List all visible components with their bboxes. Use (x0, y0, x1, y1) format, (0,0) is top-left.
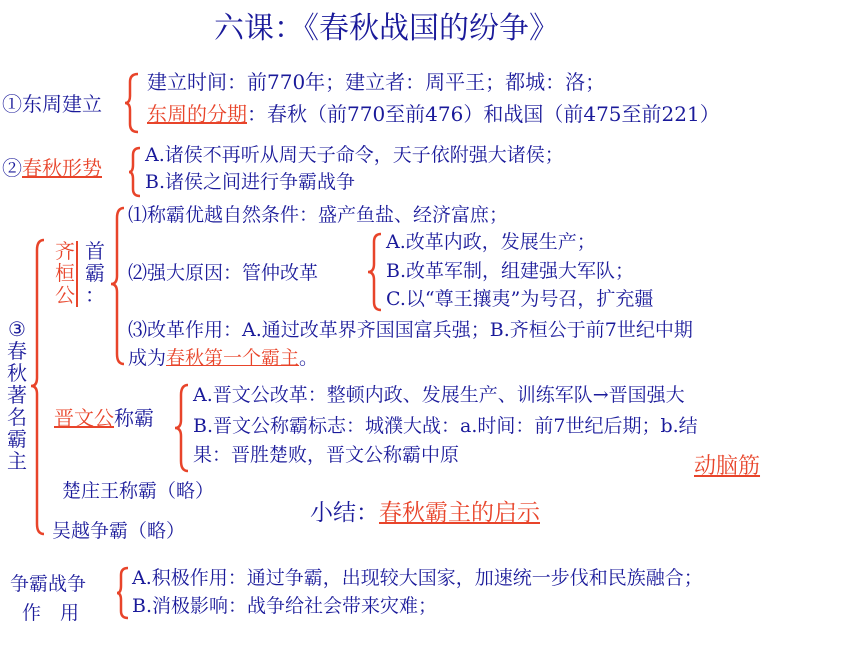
section3-label: ③ 春 秋 著 名 霸 主 (7, 317, 27, 473)
guan-zhong-brace (367, 232, 383, 312)
jin-b-line2: 果：晋胜楚败，晋文公称霸中原 (193, 444, 460, 466)
reform-c: C.以“尊王攘夷”为号召，扩充疆 (386, 288, 654, 310)
war-effect-b: B.消极影响：战争给社会带来灾难； (132, 595, 438, 617)
eastern-zhou-periods-link[interactable]: 东周的分期 (147, 102, 247, 126)
reform-a: A.改革内政，发展生产； (386, 231, 596, 253)
jin-brace (174, 383, 190, 473)
wu-yue: 吴越争霸（略） (52, 520, 186, 542)
brain-teaser-link[interactable]: 动脑筋 (694, 454, 761, 479)
section4-brace (116, 566, 130, 620)
first-hegemon-label: 首 霸 ： (85, 239, 105, 307)
war-effect-a: A.积极作用：通过争霸，出现较大国家，加速统一步伐和民族融合； (132, 567, 703, 589)
section3-brace (30, 238, 46, 536)
war-effect-label-bottom: 作 用 (22, 602, 80, 624)
reform-effect-post: 。 (299, 347, 319, 369)
spring-autumn-situation-link[interactable]: 春秋形势 (22, 156, 102, 180)
chu-zhuang-wang: 楚庄王称霸（略） (62, 480, 215, 502)
reform-b: B.改革军制，组建强大军队； (386, 260, 635, 282)
jin-wen-gong-suffix: 称霸 (114, 406, 154, 430)
summary-label: 小结： (310, 500, 379, 526)
jin-b-line1: B.晋文公称霸标志：城濮大战：a.时间：前7世纪后期；b.结 (193, 415, 698, 437)
section2-number: ② (2, 156, 22, 180)
section2-a: A.诸侯不再听从周天子命令，天子依附强大诸侯； (145, 144, 564, 166)
section1-label: ①东周建立 (2, 92, 102, 116)
qi-reason-lead: ⑵强大原因：管仲改革 (128, 262, 319, 284)
jin-a: A.晋文公改革：整顿内政、发展生产、训练军队→晋国强大 (193, 384, 685, 406)
section2-brace (128, 146, 142, 198)
page-title: 六课：《春秋战国的纷争》 (214, 11, 559, 46)
reform-effect-pre: 成为 (128, 347, 167, 369)
qi-huan-gong-name: 齐 桓 公 (55, 239, 75, 307)
section1-line2-text: ：春秋（前770至前476）和战国（前475至前221） (247, 102, 720, 126)
section1-brace (124, 72, 140, 134)
reform-effect-line1: ⑶改革作用：A.通过改革界齐国国富兵强；B.齐桓公于前7世纪中期 (128, 319, 693, 341)
qi-huan-gong-underline (76, 241, 78, 307)
qi-brace (110, 206, 126, 366)
war-effect-label-top: 争霸战争 (10, 573, 87, 595)
summary-link[interactable]: 春秋霸主的启示 (379, 500, 540, 526)
section1-line1: 建立时间：前770年；建立者：周平王；都城：洛； (147, 70, 606, 94)
first-hegemon-link[interactable]: 春秋第一个霸主 (166, 347, 300, 369)
jin-wen-gong-link[interactable]: 晋文公 (54, 406, 114, 430)
section2-b: B.诸侯之间进行争霸战争 (145, 171, 356, 193)
qi-condition: ⑴称霸优越自然条件：盛产鱼盐、经济富庶； (128, 204, 509, 226)
